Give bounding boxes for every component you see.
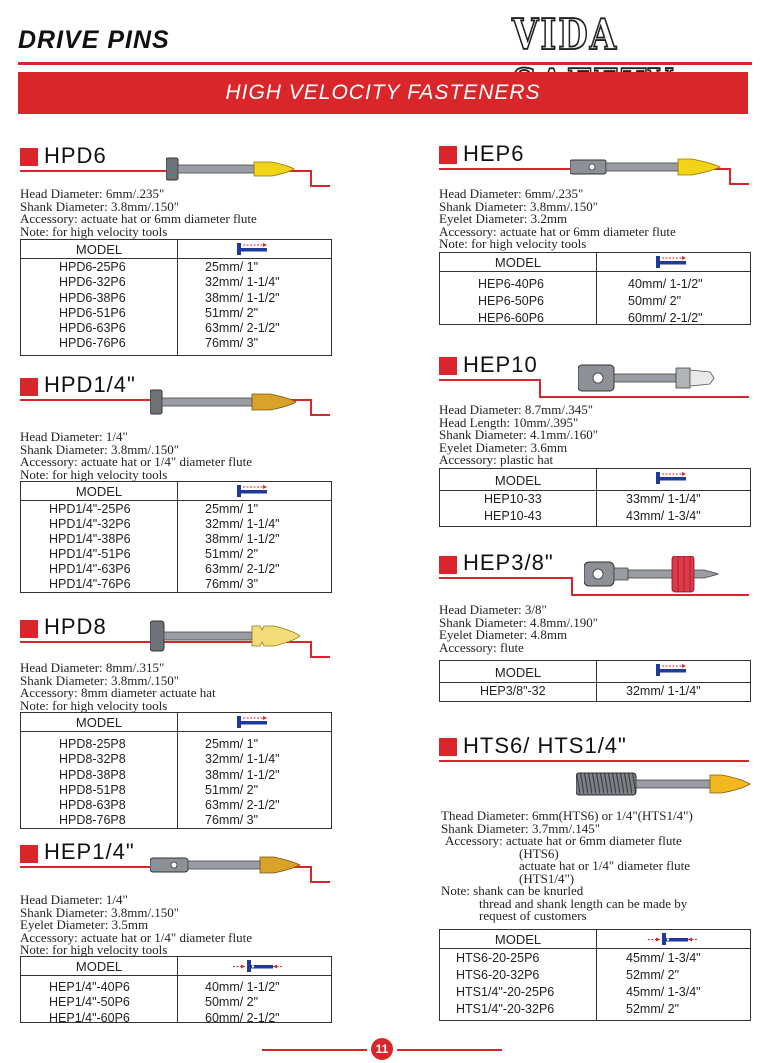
table-header (21, 713, 331, 732)
length-cell: 25mm/ 1" (205, 502, 259, 516)
section-banner: HIGH VELOCITY FASTENERS (18, 72, 748, 114)
spec-line: Eyelet Diameter: 3.6mm (439, 439, 568, 455)
table-row (21, 274, 331, 289)
table-row (21, 561, 331, 576)
table-row (21, 576, 331, 591)
table-row (21, 335, 331, 350)
table-row (440, 310, 750, 327)
spec-line: Head Diameter: 6mm/.235" (20, 186, 165, 201)
spec-line: Accessory: actuate hat or 1/4" diameter flute (20, 929, 252, 945)
model-cell: HPD1/4"-51P6 (49, 547, 131, 561)
spec-line: Shank Diameter: 3.8mm/.150" (20, 198, 180, 214)
table-header (440, 930, 750, 949)
spec-line: Head Diameter: 1/4" (20, 429, 128, 444)
length-pin-icon (233, 960, 283, 973)
table-row (440, 683, 750, 701)
product-title-hep14: HEP1/4" (44, 839, 135, 864)
product-title-hts: HTS6/ HTS1/4" (463, 733, 627, 758)
page-title: DRIVE PINS (18, 26, 170, 54)
spec-line: Eyelet Diameter: 3.2mm (439, 211, 568, 226)
table-header (440, 253, 750, 272)
model-cell: HEP1/4"-50P6 (49, 995, 130, 1010)
model-cell: HEP6-40P6 (478, 277, 545, 291)
model-cell: HEP1/4"-40P6 (49, 980, 130, 994)
length-cell: 51mm/ 2" (205, 547, 259, 561)
length-cell: 32mm/ 1-1/4" (626, 684, 701, 698)
spec-line: Thead Diameter: 6mm(HTS6) or 1/4"(HTS1/4") (441, 808, 693, 823)
table-row (440, 1001, 750, 1018)
model-cell: HEP6-60P6 (478, 311, 545, 325)
model-cell: HPD8-76P8 (59, 813, 126, 828)
hep10-specs (439, 404, 598, 467)
model-cell: HPD8-25P8 (59, 737, 126, 751)
length-cell: 45mm/ 1-3/4" (626, 985, 701, 999)
hpd14-pin-image (150, 388, 300, 418)
table-header (21, 957, 331, 976)
title-underline (439, 379, 539, 381)
table-row (21, 531, 331, 546)
model-cell: HPD6-76P6 (59, 336, 126, 351)
bullet-square (439, 738, 457, 756)
table-row (21, 979, 331, 994)
length-cell: 40mm/ 1-1/2" (628, 277, 703, 291)
length-cell: 25mm/ 1" (205, 737, 259, 751)
model-cell: HTS1/4"-20-32P6 (456, 1002, 555, 1016)
title-connector (310, 399, 312, 415)
hep38-pin-image (584, 556, 720, 596)
model-cell: HPD8-38P8 (59, 767, 126, 782)
product-title-hep38: HEP3/8" (463, 550, 554, 575)
length-cell: 25mm/ 1" (205, 260, 259, 274)
model-cell: HPD1/4"-38P6 (49, 532, 131, 546)
table-row (440, 508, 750, 525)
table-row (440, 491, 750, 508)
model-cell: HEP1/4"-60P6 (49, 1010, 130, 1025)
model-cell: HEP10-33 (484, 492, 542, 506)
spec-line: Note: for high velocity tools (20, 697, 168, 713)
table-row (21, 994, 331, 1009)
spec-line: Head Diameter: 8mm/.315" (20, 660, 165, 675)
length-cell: 63mm/ 2-1/2" (205, 798, 280, 813)
title-connector (310, 866, 312, 882)
bullet-square (439, 357, 457, 375)
model-cell: HTS6-20-32P6 (456, 968, 540, 982)
spec-line: Accessory: actuate hat or 6mm diameter flute (439, 223, 676, 239)
title-underline-end (729, 183, 749, 185)
brand-logo: VIDA (512, 10, 619, 60)
col-model: MODEL (494, 665, 542, 680)
length-cell: 40mm/ 1-1/2" (205, 980, 280, 994)
table-header (21, 240, 331, 259)
length-pin-icon (237, 716, 271, 729)
bullet-square (439, 556, 457, 574)
length-cell: 51mm/ 2" (205, 782, 259, 797)
length-cell: 76mm/ 3" (205, 336, 259, 351)
spec-line: Accessory: actuate hat or 6mm diameter flute (20, 211, 257, 226)
bullet-square (20, 378, 38, 396)
bullet-square (20, 620, 38, 638)
length-cell: 52mm/ 2" (626, 1002, 680, 1016)
spec-line: (HTS6) (519, 845, 559, 861)
hpd6-table (20, 239, 332, 356)
table-row (21, 546, 331, 561)
length-cell: 45mm/ 1-3/4" (626, 951, 701, 965)
length-pin-icon (648, 933, 698, 946)
length-cell: 38mm/ 1-1/2" (205, 290, 280, 305)
table-row (21, 320, 331, 335)
model-cell: HPD6-25P6 (59, 260, 126, 274)
hep6-specs (439, 188, 676, 251)
length-pin-icon (656, 472, 690, 485)
length-pin-icon (237, 485, 271, 498)
hep14-table (20, 956, 332, 1023)
spec-line: Head Length: 10mm/.395" (439, 414, 579, 430)
col-model: MODEL (494, 932, 542, 947)
product-title-hep6: HEP6 (463, 141, 525, 166)
title-underline-end (310, 656, 330, 658)
spec-line: Shank Diameter: 4.1mm/.160" (439, 427, 599, 442)
title-underline-end (310, 185, 330, 187)
table-header (440, 661, 750, 683)
col-model: MODEL (494, 255, 542, 270)
hep38-table (439, 660, 751, 702)
spec-line: Accessory: 8mm diameter actuate hat (20, 685, 216, 700)
hpd6-specs (20, 188, 257, 238)
hep6-table (439, 252, 751, 325)
length-pin-icon (656, 256, 690, 269)
hep10-pin-image (578, 363, 718, 395)
model-cell: HPD6-38P6 (59, 290, 126, 305)
title-underline (439, 760, 749, 762)
spec-line: Accessory: plastic hat (439, 452, 554, 467)
product-title-hpd6: HPD6 (44, 143, 107, 168)
model-cell: HTS6-20-25P6 (456, 951, 540, 965)
col-model: MODEL (75, 959, 123, 974)
length-cell: 33mm/ 1-1/4" (626, 492, 701, 506)
title-underline-end (310, 414, 330, 416)
footer-rule-right (397, 1049, 502, 1051)
length-cell: 32mm/ 1-1/4" (205, 517, 280, 531)
spec-line: Note: for high velocity tools (20, 223, 168, 239)
hpd8-specs (20, 662, 216, 712)
col-model: MODEL (75, 484, 123, 499)
model-cell: HEP10-43 (484, 509, 542, 523)
hts-table (439, 929, 751, 1021)
product-title-hpd14: HPD1/4" (44, 372, 136, 397)
table-row (440, 967, 750, 984)
length-cell: 60mm/ 2-1/2" (205, 1010, 280, 1025)
table-row (440, 293, 750, 310)
length-cell: 38mm/ 1-1/2" (205, 532, 280, 546)
spec-line: Eyelet Diameter: 4.8mm (439, 627, 568, 642)
length-pin-icon (656, 664, 690, 677)
title-connector (539, 379, 541, 397)
length-cell: 32mm/ 1-1/4" (205, 752, 280, 767)
table-row (21, 751, 331, 766)
spec-line: Accessory: flute (439, 639, 524, 655)
bullet-square (20, 148, 38, 166)
model-cell: HPD6-51P6 (59, 305, 126, 320)
table-header (440, 469, 750, 491)
spec-line: Shank Diameter: 3.7mm/.145" (441, 820, 601, 836)
spec-line: Head Diameter: 6mm/.235" (439, 186, 584, 201)
model-cell: HPD1/4"-25P6 (49, 502, 131, 516)
hep10-table (439, 468, 751, 527)
table-row (21, 516, 331, 531)
model-cell: HPD6-32P6 (59, 275, 126, 290)
spec-line: Shank Diameter: 3.8mm/.150" (20, 672, 180, 688)
spec-line: Accessory: actuate hat or 6mm diameter flute (445, 833, 682, 848)
title-connector (310, 641, 312, 657)
table-row (21, 1010, 331, 1025)
hpd8-table (20, 712, 332, 829)
spec-line: Note: for high velocity tools (20, 466, 168, 482)
model-cell: HEP3/8"-32 (480, 684, 546, 698)
length-pin-icon (237, 243, 271, 256)
table-header (21, 482, 331, 501)
hts-pin-image (576, 770, 752, 800)
model-cell: HPD8-32P8 (59, 752, 126, 767)
spec-line: Shank Diameter: 3.8mm/.150" (20, 904, 180, 920)
header-rule (18, 62, 752, 65)
spec-line: request of customers (479, 908, 587, 923)
model-cell: HTS1/4"-20-25P6 (456, 985, 555, 999)
col-model: MODEL (75, 715, 123, 730)
hpd8-pin-image (150, 620, 302, 654)
bullet-square (439, 146, 457, 164)
model-cell: HPD8-63P8 (59, 798, 126, 813)
table-row (440, 276, 750, 293)
table-row (21, 259, 331, 274)
spec-line: Head Diameter: 3/8" (439, 602, 547, 617)
table-row (21, 797, 331, 812)
length-cell: 43mm/ 1-3/4" (626, 509, 701, 523)
spec-line: Note: for high velocity tools (439, 236, 587, 251)
table-row (21, 290, 331, 305)
table-row (440, 950, 750, 967)
spec-line: Shank Diameter: 3.8mm/.150" (439, 198, 599, 214)
spec-line: thread and shank length can be made by (479, 895, 688, 911)
hpd14-specs (20, 431, 252, 481)
hep14-pin-image (150, 854, 302, 880)
length-cell: 50mm/ 2" (205, 995, 259, 1010)
length-cell: 32mm/ 1-1/4" (205, 275, 280, 290)
table-row (21, 782, 331, 797)
spec-line: (HTS1/4") (519, 870, 575, 886)
product-title-hpd8: HPD8 (44, 614, 107, 639)
model-cell: HPD1/4"-76P6 (49, 577, 131, 591)
col-model: MODEL (75, 242, 123, 257)
page-number: 11 (371, 1038, 393, 1060)
model-cell: HPD1/4"-32P6 (49, 517, 131, 531)
length-cell: 60mm/ 2-1/2" (628, 311, 703, 325)
model-cell: HPD1/4"-63P6 (49, 562, 131, 576)
hpd6-pin-image (166, 155, 296, 185)
length-cell: 63mm/ 2-1/2" (205, 562, 280, 576)
title-connector (729, 168, 731, 184)
title-underline-end (539, 396, 749, 398)
col-model: MODEL (494, 473, 542, 488)
model-cell: HPD8-51P8 (59, 782, 126, 797)
spec-line: Shank Diameter: 3.8mm/.150" (20, 441, 180, 457)
hpd14-table (20, 481, 332, 593)
title-connector (571, 577, 573, 595)
length-cell: 50mm/ 2" (628, 294, 682, 308)
hts-specs (441, 810, 693, 923)
model-cell: HPD6-63P6 (59, 321, 126, 336)
table-row (21, 767, 331, 782)
product-title-hep10: HEP10 (463, 352, 538, 377)
spec-line: Note: for high velocity tools (20, 942, 168, 957)
table-row (21, 501, 331, 516)
length-cell: 63mm/ 2-1/2" (205, 321, 280, 336)
hep6-pin-image (570, 156, 722, 182)
title-underline-end (310, 881, 330, 883)
table-row (21, 736, 331, 751)
table-row (21, 812, 331, 827)
length-cell: 52mm/ 2" (626, 968, 680, 982)
spec-line: Eyelet Diameter: 3.5mm (20, 917, 149, 932)
bullet-square (20, 845, 38, 863)
length-cell: 76mm/ 3" (205, 813, 259, 828)
title-underline (439, 577, 571, 579)
spec-line: Note: shank can be knurled (441, 883, 584, 898)
spec-line: Head Diameter: 1/4" (20, 892, 128, 907)
spec-line: Head Diameter: 8.7mm/.345" (439, 402, 594, 417)
hep38-specs (439, 604, 598, 654)
spec-line: actuate hat or 1/4" diameter flute (519, 858, 690, 873)
table-row (440, 984, 750, 1001)
length-cell: 38mm/ 1-1/2" (205, 767, 280, 782)
model-cell: HEP6-50P6 (478, 294, 545, 308)
spec-line: Shank Diameter: 4.8mm/.190" (439, 614, 599, 630)
length-cell: 51mm/ 2" (205, 305, 259, 320)
footer-rule-left (262, 1049, 367, 1051)
length-cell: 76mm/ 3" (205, 577, 259, 591)
hep14-specs (20, 894, 252, 957)
title-connector (310, 170, 312, 186)
table-row (21, 305, 331, 320)
spec-line: Accessory: actuate hat or 1/4" diameter flute (20, 454, 252, 469)
